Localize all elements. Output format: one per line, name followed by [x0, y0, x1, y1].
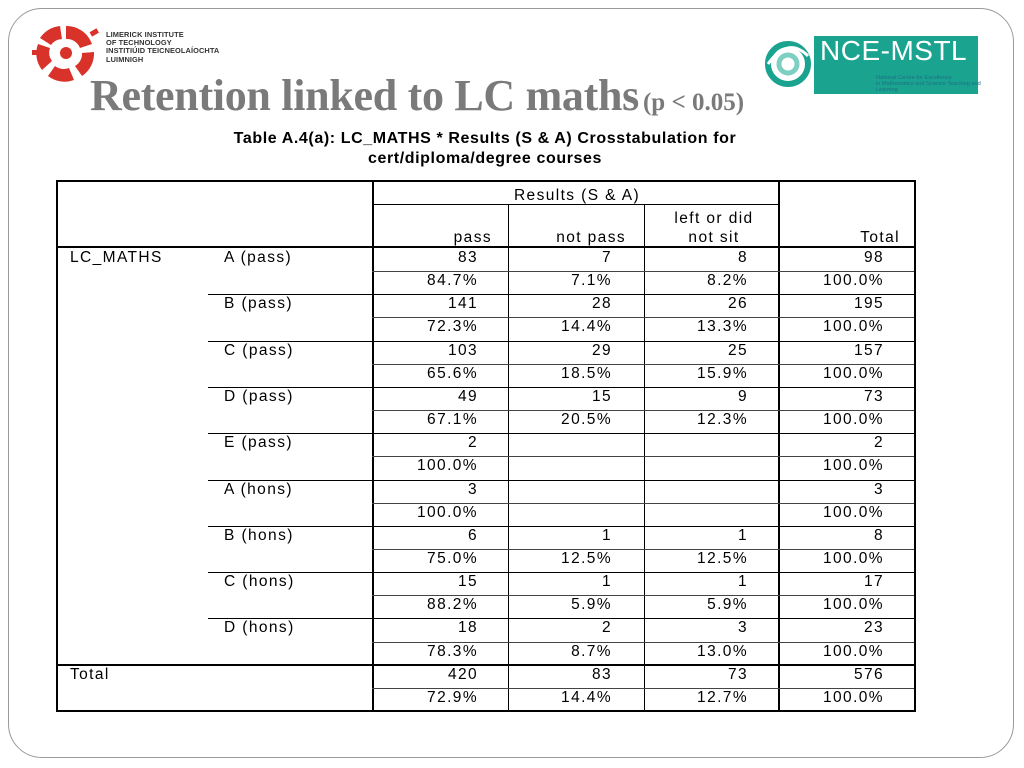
- count-cell: 73: [727, 665, 748, 683]
- percent-cell: 12.5%: [561, 549, 612, 567]
- slide-title: [90, 70, 744, 121]
- count-cell: 420: [447, 665, 478, 683]
- caption-line-1: Table A.4(a): LC_MATHS * Results (S & A) Crosstabulation for: [233, 130, 737, 147]
- count-cell: 141: [447, 295, 478, 313]
- percent-cell: 72.9%: [427, 688, 478, 706]
- percent-cell: 14.4%: [561, 688, 612, 706]
- row-label: E (pass): [224, 434, 293, 452]
- count-cell: 1: [737, 573, 748, 591]
- lit-line-2: OF TECHNOLOGY: [106, 38, 172, 48]
- count-cell: 73: [863, 387, 884, 405]
- count-cell: 17: [863, 573, 884, 591]
- count-cell: 2: [601, 619, 612, 637]
- count-cell: 1: [737, 526, 748, 544]
- count-cell: 29: [591, 341, 612, 359]
- percent-cell: 100.0%: [417, 457, 478, 475]
- percent-cell: 88.2%: [427, 596, 478, 614]
- lit-logo-text: [106, 31, 219, 64]
- col-header-total: Total: [860, 229, 900, 246]
- count-cell: 8: [873, 526, 884, 544]
- percent-cell: 100.0%: [823, 688, 884, 706]
- title-main: Retention linked to LC maths: [90, 71, 639, 120]
- nce-name: NCE-MSTL: [820, 35, 968, 66]
- percent-cell: 8.7%: [571, 642, 612, 660]
- count-cell: 1: [601, 526, 612, 544]
- total-row-label: Total: [70, 665, 110, 683]
- count-cell: 1: [601, 573, 612, 591]
- count-cell: 195: [853, 295, 884, 313]
- count-cell: 2: [467, 434, 478, 452]
- percent-cell: 75.0%: [427, 549, 478, 567]
- percent-cell: 100.0%: [823, 272, 884, 290]
- row-label: B (hons): [224, 526, 294, 544]
- count-cell: 576: [853, 665, 884, 683]
- row-label: C (pass): [224, 341, 294, 359]
- results-group-header: Results (S & A): [513, 187, 641, 204]
- lit-line-1: LIMERICK INSTITUTE: [106, 30, 184, 39]
- count-cell: 49: [457, 387, 478, 405]
- lit-line-4: LUIMNIGH: [106, 54, 144, 64]
- count-cell: 9: [737, 387, 748, 405]
- nce-subtitle-2: in Mathematics and Science Teaching and Learning: [876, 81, 981, 94]
- percent-cell: 67.1%: [427, 411, 478, 428]
- nce-mstl-logo: [758, 26, 984, 106]
- col-header-not-pass: not pass: [556, 229, 626, 246]
- count-cell: 8: [737, 249, 748, 266]
- count-cell: 15: [457, 573, 478, 591]
- count-cell: 98: [863, 249, 884, 266]
- percent-cell: 65.6%: [427, 364, 478, 382]
- count-cell: 103: [447, 341, 478, 359]
- count-cell: 25: [727, 341, 748, 359]
- count-cell: 23: [863, 619, 884, 637]
- percent-cell: 8.2%: [707, 272, 748, 290]
- count-cell: 26: [727, 295, 748, 313]
- rule-header-bottom: [58, 246, 914, 248]
- count-cell: 3: [737, 619, 748, 637]
- count-cell: 3: [873, 480, 884, 498]
- row-label: A (hons): [224, 480, 293, 498]
- count-cell: 15: [591, 387, 612, 405]
- percent-cell: 14.4%: [561, 318, 612, 336]
- row-label: A (pass): [224, 249, 293, 266]
- percent-cell: 72.3%: [427, 318, 478, 336]
- col-header-left-line1: left or did: [674, 210, 754, 227]
- col-header-left-line2: not sit: [688, 229, 740, 246]
- count-cell: 157: [853, 341, 884, 359]
- percent-cell: 5.9%: [707, 596, 748, 614]
- col-header-pass: pass: [453, 229, 492, 246]
- row-variable-label: LC_MATHS: [70, 249, 163, 266]
- percent-cell: 100.0%: [823, 457, 884, 475]
- percent-cell: 84.7%: [427, 272, 478, 290]
- caption-line-2: cert/diploma/degree courses: [367, 150, 603, 167]
- percent-cell: 100.0%: [823, 596, 884, 614]
- percent-cell: 12.7%: [697, 688, 748, 706]
- percent-cell: 13.0%: [697, 642, 748, 660]
- nce-subtitle-1: National Centre for Excellence: [876, 75, 952, 81]
- crosstab-table: [56, 180, 916, 712]
- percent-cell: 12.3%: [697, 411, 748, 428]
- count-cell: 83: [457, 249, 478, 266]
- row-label: C (hons): [224, 573, 295, 591]
- percent-cell: 13.3%: [697, 318, 748, 336]
- percent-cell: 100.0%: [417, 503, 478, 521]
- row-label: B (pass): [224, 295, 293, 313]
- percent-cell: 7.1%: [571, 272, 612, 290]
- percent-cell: 15.9%: [697, 364, 748, 382]
- percent-cell: 100.0%: [823, 364, 884, 382]
- lit-line-3: INSTITIÚID TEICNEOLAÍOCHTA: [106, 46, 220, 56]
- count-cell: 3: [467, 480, 478, 498]
- count-cell: 83: [591, 665, 612, 683]
- percent-cell: 78.3%: [427, 642, 478, 660]
- count-cell: 2: [873, 434, 884, 452]
- count-cell: 6: [467, 526, 478, 544]
- nce-subtitle: [876, 75, 982, 94]
- count-cell: 7: [601, 249, 612, 266]
- percent-cell: 100.0%: [823, 318, 884, 336]
- percent-cell: 100.0%: [823, 549, 884, 567]
- percent-cell: 12.5%: [697, 549, 748, 567]
- percent-cell: 18.5%: [561, 364, 612, 382]
- rule-header-group: [372, 204, 780, 205]
- table-caption: [130, 129, 840, 169]
- row-label: D (hons): [224, 619, 295, 637]
- count-cell: 18: [457, 619, 478, 637]
- percent-cell: 100.0%: [823, 411, 884, 428]
- percent-cell: 100.0%: [823, 503, 884, 521]
- percent-cell: 20.5%: [561, 411, 612, 428]
- rule-vertical: [508, 205, 509, 710]
- nce-swirl-icon: [758, 28, 816, 102]
- count-cell: 28: [591, 295, 612, 313]
- percent-cell: 100.0%: [823, 642, 884, 660]
- rule-vertical: [644, 205, 645, 710]
- row-label: D (pass): [224, 387, 294, 405]
- title-significance: (p < 0.05): [642, 89, 745, 116]
- percent-cell: 5.9%: [571, 596, 612, 614]
